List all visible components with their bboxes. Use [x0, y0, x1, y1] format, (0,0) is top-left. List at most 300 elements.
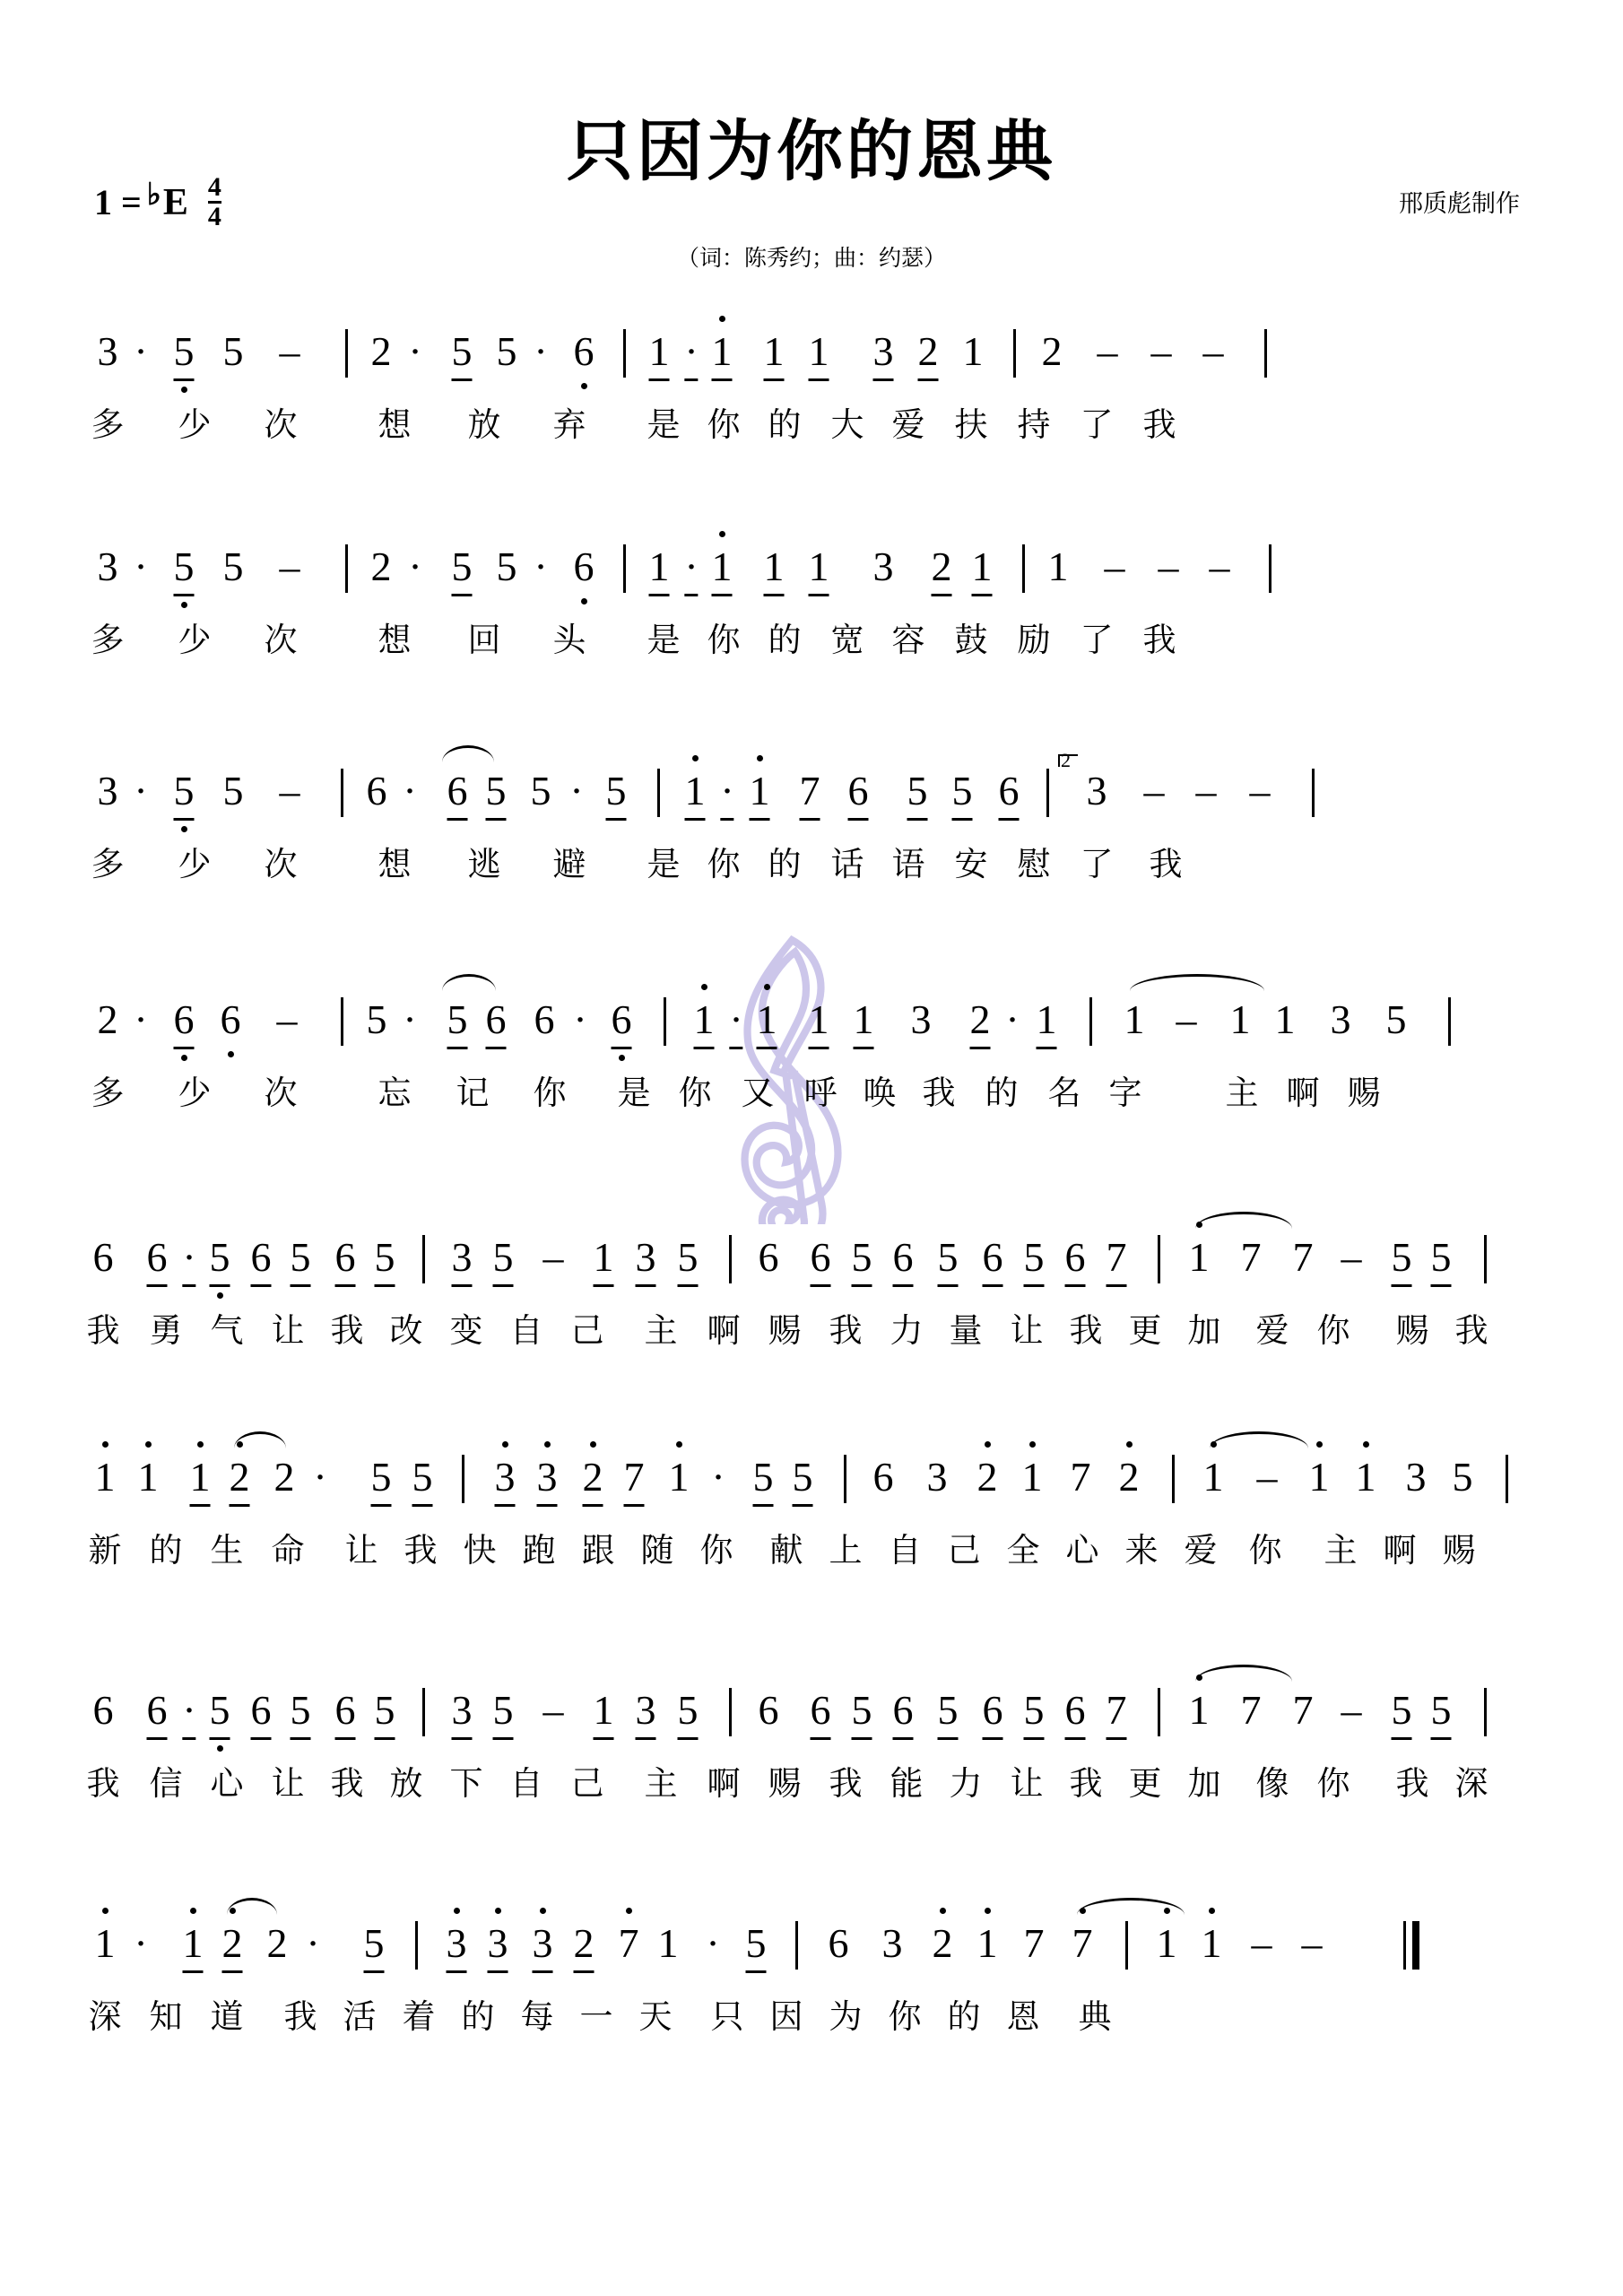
note-token: 3 — [926, 1454, 948, 1500]
lyric-row — [85, 397, 1547, 451]
lyric-syllable: 气 — [210, 1311, 244, 1350]
barline — [1158, 1688, 1160, 1736]
note-token: · — [534, 544, 548, 589]
lyric-syllable: 我 — [330, 1764, 364, 1803]
lyric-syllable: 只 — [710, 1997, 744, 2036]
note-token: 6 — [811, 1233, 831, 1287]
note-token: 1 — [1274, 996, 1296, 1042]
note-token: 3 — [97, 768, 118, 813]
lyric-syllable: 你 — [699, 1531, 733, 1570]
note-token: 3 — [97, 328, 118, 374]
note-token: 5 — [678, 1686, 699, 1740]
notation-row — [85, 1919, 1547, 1979]
note-token: 5 — [1431, 1233, 1452, 1287]
lyric-syllable: 我 — [330, 1311, 364, 1350]
lyric-syllable: 是 — [647, 845, 681, 883]
ending-label: 2 — [1061, 749, 1071, 771]
note-token: – — [279, 544, 300, 589]
lyric-syllable: 语 — [891, 845, 925, 883]
note-token: 2 — [970, 996, 991, 1049]
note-token: 1 — [190, 1453, 211, 1507]
lyric-syllable: 为 — [829, 1997, 863, 2036]
note-token: 5 — [852, 1686, 872, 1740]
lyric-syllable: 你 — [707, 621, 741, 659]
lyric-syllable: 持 — [1017, 405, 1051, 444]
lyric-syllable: 避 — [552, 845, 586, 883]
note-token: 5 — [364, 1919, 385, 1973]
note-token: – — [1176, 996, 1197, 1042]
note-token: 1 — [1229, 996, 1251, 1042]
lyric-syllable: 多 — [91, 405, 125, 444]
lyric-syllable: 跟 — [581, 1531, 615, 1570]
barline — [345, 544, 348, 593]
barline — [1269, 544, 1271, 593]
note-token: 6 — [335, 1686, 356, 1740]
barline — [623, 544, 626, 593]
note-token: – — [542, 1234, 564, 1280]
lyric-syllable: 让 — [1010, 1764, 1044, 1803]
barline — [462, 1455, 464, 1503]
lyric-syllable: 深 — [1454, 1764, 1488, 1803]
lyric-syllable: 我 — [86, 1764, 120, 1803]
notation-row — [85, 1686, 1547, 1745]
note-token: 1 — [962, 328, 984, 374]
note-token: 1 — [594, 1233, 614, 1287]
lyric-syllable: 我 — [1069, 1764, 1103, 1803]
note-token: 5 — [746, 1919, 767, 1973]
notation-row — [85, 749, 1547, 826]
note-token: 1 — [809, 327, 829, 381]
note-token: 1 — [694, 996, 715, 1049]
note-token: 5 — [493, 1233, 514, 1287]
note-token: · — [306, 1920, 320, 1966]
lyric-syllable: 你 — [533, 1074, 567, 1112]
arranger-credit: 邢质彪制作 — [1399, 190, 1520, 218]
lyric-syllable: 我 — [1454, 1311, 1488, 1350]
note-token: 5 — [366, 996, 387, 1042]
note-token: 2 — [932, 543, 952, 596]
note-token: 6 — [612, 996, 632, 1049]
lyric-syllable: 献 — [769, 1531, 803, 1570]
note-token: · — [720, 767, 733, 821]
barline — [1448, 997, 1451, 1046]
lyric-syllable: 次 — [264, 405, 298, 444]
lyric-syllable: 加 — [1187, 1764, 1221, 1803]
note-token: 1 — [594, 1686, 614, 1740]
lyric-syllable: 新 — [88, 1531, 122, 1570]
lyric-syllable: 容 — [891, 621, 925, 659]
note-token: 5 — [452, 543, 473, 596]
note-token: 2 — [574, 1919, 595, 1973]
note-token: 3 — [872, 544, 894, 589]
note-token: 6 — [573, 328, 595, 374]
note-token: 5 — [291, 1233, 311, 1287]
note-token: 1 — [972, 543, 993, 596]
lyric-syllable: 呼 — [803, 1074, 838, 1112]
barline — [1125, 1921, 1128, 1970]
note-token: 5 — [907, 767, 928, 821]
lyric-syllable: 加 — [1187, 1311, 1221, 1350]
note-token: 1 — [1188, 1687, 1210, 1733]
note-token: 2 — [976, 1454, 998, 1500]
note-token: 5 — [174, 543, 195, 596]
lyric-syllable: 让 — [1010, 1311, 1044, 1350]
note-token: 5 — [412, 1453, 433, 1507]
note-token: 6 — [983, 1233, 1003, 1287]
note-token: 5 — [1024, 1233, 1045, 1287]
note-token: 2 — [1041, 328, 1063, 374]
lyric-syllable: 想 — [378, 845, 412, 883]
note-token: 7 — [1240, 1687, 1262, 1733]
lyric-syllable: 是 — [647, 405, 681, 444]
lyric-syllable: 话 — [830, 845, 864, 883]
note-token: 5 — [678, 1233, 699, 1287]
note-token: 5 — [174, 327, 195, 381]
note-token: 5 — [1431, 1686, 1452, 1740]
note-token: · — [408, 544, 422, 589]
note-token: 6 — [893, 1233, 914, 1287]
lyric-syllable: 放 — [389, 1764, 423, 1803]
note-token: 5 — [938, 1686, 959, 1740]
note-token: 5 — [375, 1686, 395, 1740]
lyric-syllable: 赐 — [1442, 1531, 1476, 1570]
note-token: 1 — [1188, 1234, 1210, 1280]
lyric-syllable: 我 — [1149, 845, 1183, 883]
note-token: 2 — [918, 327, 939, 381]
music-system — [85, 996, 1547, 1119]
music-system — [85, 1686, 1547, 1810]
note-token: 7 — [1292, 1234, 1314, 1280]
lyric-syllable: 次 — [264, 621, 298, 659]
lyric-syllable: 大 — [830, 405, 864, 444]
lyric-syllable: 你 — [888, 1997, 922, 2036]
note-token: 5 — [222, 328, 244, 374]
note-token: 6 — [811, 1686, 831, 1740]
lyric-syllable: 次 — [264, 845, 298, 883]
note-token: – — [1256, 1454, 1278, 1500]
note-token: 1 — [1202, 1454, 1224, 1500]
note-token: 2 — [370, 544, 392, 589]
lyric-syllable: 让 — [344, 1531, 378, 1570]
note-token: 2 — [222, 1919, 243, 1973]
note-token: · — [403, 996, 417, 1042]
lyric-syllable: 我 — [829, 1311, 863, 1350]
note-token: 1 — [668, 1454, 690, 1500]
lyric-syllable: 因 — [769, 1997, 803, 2036]
lyric-syllable: 弃 — [552, 405, 586, 444]
lyric-syllable: 逃 — [467, 845, 501, 883]
lyric-syllable: 主 — [1324, 1531, 1358, 1570]
key-letter: E — [162, 181, 188, 223]
lyric-syllable: 来 — [1124, 1531, 1159, 1570]
lyric-syllable: 深 — [88, 1997, 122, 2036]
lyric-syllable: 我 — [1142, 405, 1176, 444]
note-token: 5 — [210, 1686, 230, 1740]
lyric-syllable: 自 — [509, 1764, 543, 1803]
lyric-row — [85, 837, 1547, 891]
music-system — [85, 327, 1547, 451]
lyric-syllable: 次 — [264, 1074, 298, 1112]
lyric-syllable: 更 — [1128, 1311, 1162, 1350]
lyric-syllable: 我 — [829, 1764, 863, 1803]
lyric-syllable: 勇 — [149, 1311, 183, 1350]
note-token: · — [534, 328, 548, 374]
lyric-syllable: 唤 — [863, 1074, 897, 1112]
note-token: 1 — [183, 1919, 204, 1973]
note-token: 7 — [1107, 1233, 1127, 1287]
lyric-syllable: 宽 — [830, 621, 864, 659]
lyric-row — [85, 1756, 1547, 1810]
lyric-syllable: 忘 — [378, 1074, 412, 1112]
note-token: 6 — [893, 1686, 914, 1740]
note-token: 1 — [712, 543, 733, 596]
lyric-syllable: 典 — [1078, 1997, 1112, 2036]
lyric-syllable: 一 — [579, 1997, 613, 2036]
note-token: 1 — [1021, 1454, 1043, 1500]
barline — [341, 997, 343, 1046]
time-denominator: 4 — [207, 201, 221, 231]
barline — [795, 1921, 798, 1970]
note-token: – — [1341, 1234, 1362, 1280]
note-token: · — [134, 996, 148, 1042]
note-token: 5 — [1024, 1686, 1045, 1740]
lyric-syllable: 赐 — [1347, 1074, 1381, 1112]
note-token: 6 — [758, 1687, 779, 1733]
note-token: 6 — [573, 544, 595, 589]
note-token: 6 — [92, 1687, 114, 1733]
note-token: 5 — [210, 1233, 230, 1287]
lyric-syllable: 放 — [467, 405, 501, 444]
lyric-syllable: 鼓 — [954, 621, 988, 659]
barline — [657, 769, 660, 817]
lyric-syllable: 的 — [461, 1997, 495, 2036]
note-token: – — [1209, 544, 1230, 589]
note-token: 1 — [809, 996, 829, 1049]
barline — [345, 329, 348, 378]
note-token: 1 — [657, 1920, 679, 1966]
barline — [664, 997, 666, 1046]
note-token: – — [1249, 768, 1271, 813]
lyric-syllable: 了 — [1080, 621, 1114, 659]
note-token: 7 — [800, 767, 820, 821]
note-token: – — [542, 1687, 564, 1733]
note-token: 6 — [447, 767, 468, 821]
lyric-syllable: 你 — [678, 1074, 712, 1112]
lyric-syllable: 的 — [947, 1997, 981, 2036]
lyric-syllable: 你 — [1316, 1311, 1350, 1350]
lyric-syllable: 啊 — [707, 1764, 741, 1803]
lyric-syllable: 扶 — [954, 405, 988, 444]
note-token: 6 — [251, 1686, 272, 1740]
lyric-syllable: 己 — [570, 1764, 604, 1803]
lyric-syllable: 回 — [467, 621, 501, 659]
lyricist-composer-credit: （词：陈秀约；曲：约瑟） — [676, 245, 946, 271]
lyric-syllable: 每 — [520, 1997, 554, 2036]
lyric-syllable: 的 — [985, 1074, 1019, 1112]
note-token: 5 — [1392, 1233, 1412, 1287]
lyric-syllable: 我 — [86, 1311, 120, 1350]
note-token: 7 — [1107, 1686, 1127, 1740]
note-token: 6 — [1065, 1233, 1086, 1287]
note-token: · — [684, 543, 698, 596]
note-token: 5 — [852, 1233, 872, 1287]
lyric-syllable: 赐 — [1395, 1311, 1429, 1350]
lyric-syllable: 的 — [149, 1531, 183, 1570]
note-token: 1 — [976, 1920, 998, 1966]
note-token: 5 — [1385, 996, 1407, 1042]
note-token: – — [1202, 328, 1224, 374]
note-token: 7 — [624, 1453, 645, 1507]
lyric-syllable: 像 — [1255, 1764, 1289, 1803]
note-token: 6 — [1065, 1686, 1086, 1740]
note-token: – — [279, 328, 300, 374]
note-token: 1 — [1037, 996, 1057, 1049]
barline — [729, 1688, 732, 1736]
notation-row — [85, 327, 1547, 387]
lyric-syllable: 主 — [1225, 1074, 1259, 1112]
key-signature — [94, 172, 221, 231]
note-token: 6 — [366, 768, 387, 813]
lyric-syllable: 下 — [449, 1764, 483, 1803]
note-token: – — [1150, 328, 1172, 374]
lyric-row — [85, 1065, 1547, 1119]
lyric-syllable: 上 — [829, 1531, 863, 1570]
slur-mark — [1210, 1431, 1308, 1448]
lyric-syllable: 跑 — [522, 1531, 556, 1570]
note-token: 1 — [649, 327, 670, 381]
lyric-syllable: 我 — [283, 1997, 317, 2036]
music-system — [85, 1919, 1547, 2043]
lyric-syllable: 的 — [768, 405, 802, 444]
lyric-syllable: 恩 — [1006, 1997, 1040, 2036]
note-token: 1 — [1124, 996, 1145, 1042]
note-token: 1 — [712, 327, 733, 381]
barline — [1484, 1688, 1487, 1736]
note-token: 1 — [854, 996, 874, 1049]
lyric-syllable: 赐 — [768, 1311, 802, 1350]
note-token: · — [706, 1920, 720, 1966]
note-token: 2 — [97, 996, 118, 1042]
lyric-syllable: 主 — [644, 1311, 678, 1350]
note-token: 3 — [533, 1919, 553, 1973]
lyric-syllable: 己 — [947, 1531, 981, 1570]
note-token: 1 — [764, 327, 785, 381]
note-token: 2 — [273, 1454, 295, 1500]
lyric-row — [85, 1523, 1547, 1577]
barline — [415, 1921, 418, 1970]
lyric-syllable: 少 — [178, 621, 212, 659]
note-token: 1 — [750, 767, 770, 821]
note-token: 3 — [97, 544, 118, 589]
note-token: 7 — [1240, 1234, 1262, 1280]
note-token: 5 — [291, 1686, 311, 1740]
lyric-syllable: 赐 — [768, 1764, 802, 1803]
note-token: 2 — [370, 328, 392, 374]
lyric-syllable: 字 — [1108, 1074, 1142, 1112]
lyric-syllable: 爱 — [1184, 1531, 1218, 1570]
note-token: · — [182, 1686, 195, 1740]
lyric-syllable: 道 — [210, 1997, 244, 2036]
note-token: 1 — [94, 1454, 116, 1500]
lyric-row — [85, 1303, 1547, 1357]
lyric-syllable: 啊 — [1286, 1074, 1320, 1112]
lyric-syllable: 的 — [768, 621, 802, 659]
note-token: – — [276, 996, 298, 1042]
barline — [1264, 329, 1267, 378]
note-token: 1 — [685, 767, 706, 821]
lyric-syllable: 多 — [91, 1074, 125, 1112]
barline — [422, 1235, 425, 1283]
note-token: · — [573, 996, 587, 1042]
lyric-syllable: 量 — [949, 1311, 983, 1350]
note-token: 1 — [94, 1920, 116, 1966]
note-token: · — [313, 1454, 327, 1500]
music-system — [85, 543, 1547, 666]
lyric-syllable: 让 — [271, 1311, 305, 1350]
lyric-syllable: 信 — [149, 1764, 183, 1803]
note-token: 6 — [828, 1920, 849, 1966]
note-token: 3 — [881, 1920, 903, 1966]
lyric-syllable: 力 — [890, 1311, 924, 1350]
lyric-syllable: 我 — [1069, 1311, 1103, 1350]
lyric-syllable: 心 — [210, 1764, 244, 1803]
lyric-syllable: 你 — [1316, 1764, 1350, 1803]
note-token: 6 — [848, 767, 869, 821]
lyric-syllable: 名 — [1047, 1074, 1081, 1112]
barline — [1312, 769, 1315, 817]
note-token: 5 — [496, 328, 517, 374]
page-title: 只因为你的恩典 — [567, 113, 1056, 190]
time-signature — [207, 172, 221, 231]
lyric-syllable: 随 — [640, 1531, 674, 1570]
note-token: 3 — [495, 1453, 516, 1507]
slur-mark — [442, 745, 494, 762]
note-token: – — [1341, 1687, 1362, 1733]
note-token: – — [1104, 544, 1125, 589]
note-token: · — [403, 768, 417, 813]
note-token: 3 — [636, 1233, 656, 1287]
note-token: 3 — [1330, 996, 1351, 1042]
note-token: 7 — [1023, 1920, 1045, 1966]
barline — [1506, 1455, 1508, 1503]
lyric-syllable: 了 — [1080, 845, 1114, 883]
slur-mark — [1130, 974, 1264, 991]
note-token: 3 — [488, 1919, 508, 1973]
barline — [1172, 1455, 1175, 1503]
lyric-syllable: 多 — [91, 845, 125, 883]
note-token: 6 — [983, 1686, 1003, 1740]
note-token: 3 — [452, 1233, 473, 1287]
note-token: 7 — [1292, 1687, 1314, 1733]
lyric-syllable: 啊 — [707, 1311, 741, 1350]
lyric-syllable: 少 — [178, 845, 212, 883]
lyric-syllable: 快 — [463, 1531, 497, 1570]
lyric-syllable: 爱 — [1255, 1311, 1289, 1350]
barline — [1158, 1235, 1160, 1283]
note-token: – — [1195, 768, 1217, 813]
lyric-syllable: 己 — [570, 1311, 604, 1350]
note-token: 3 — [1086, 768, 1107, 813]
lyric-syllable: 改 — [389, 1311, 423, 1350]
note-token: 1 — [1047, 544, 1069, 589]
flat-icon: ♭ — [146, 178, 161, 212]
lyric-syllable: 多 — [91, 621, 125, 659]
barline — [1013, 329, 1016, 378]
note-token: · — [1005, 996, 1020, 1042]
note-token: – — [1301, 1920, 1323, 1966]
barline — [623, 329, 626, 378]
note-token: · — [134, 1920, 148, 1966]
